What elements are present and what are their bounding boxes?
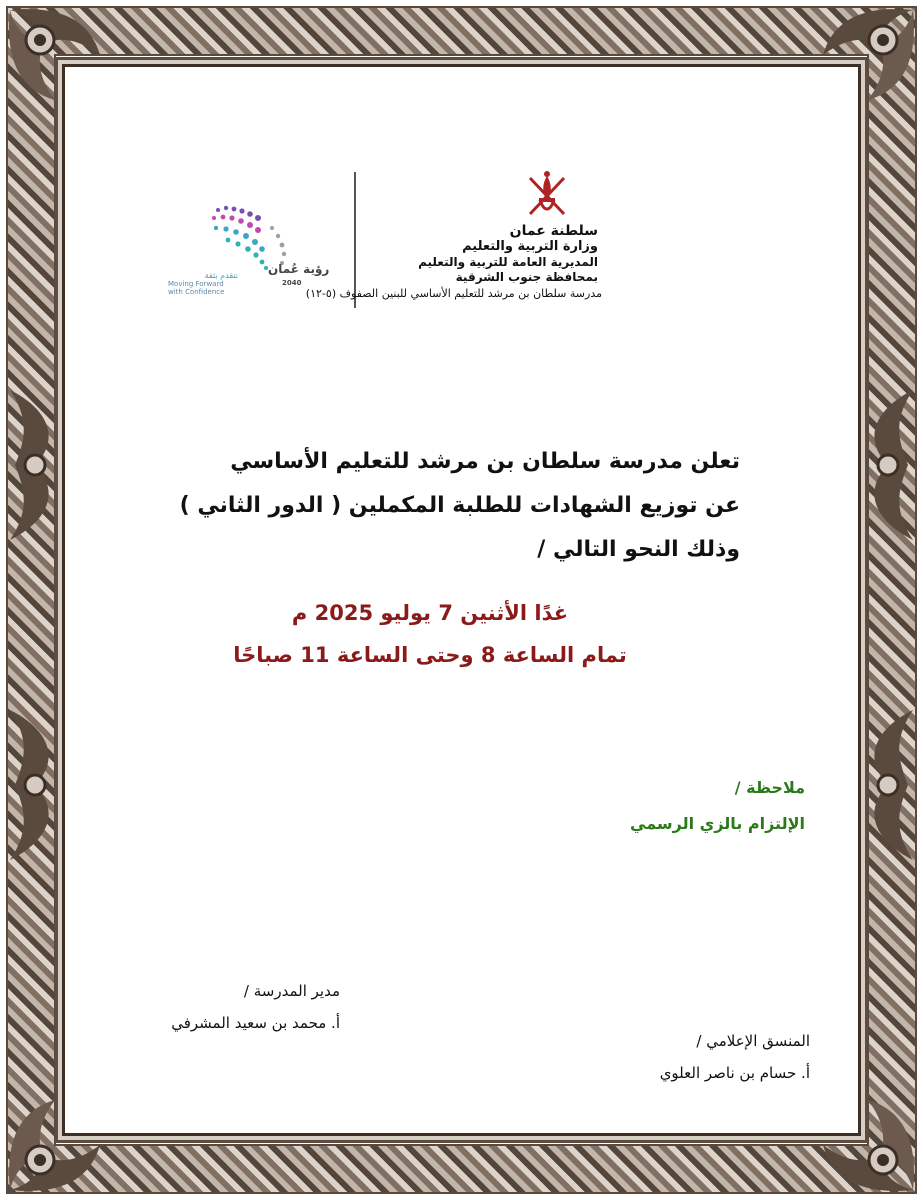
side-ornament-icon	[0, 700, 70, 870]
side-ornament-icon	[853, 700, 923, 870]
announcement-line-3: وذلك النحو التالي /	[537, 537, 740, 562]
ministry-name: وزارة التربية والتعليم	[462, 239, 598, 254]
schedule-time: تمام الساعة 8 وحتى الساعة 11 صباحًا	[233, 643, 627, 667]
letterhead	[0, 0, 923, 330]
country-name: سلطنة عمان	[509, 223, 598, 239]
governorate-name: بمحافظة جنوب الشرقية	[455, 270, 598, 284]
announcement-line-2: عن توزيع الشهادات للطلبة المكملين ( الدور الثاني )	[179, 493, 740, 518]
tagline-english-1: Moving Forward	[168, 280, 224, 288]
vision-name: رؤية عُمان	[268, 262, 330, 276]
oman-khanjar-emblem-icon	[522, 170, 572, 225]
schedule-date: غدًا الأثنين 7 يوليو 2025 م	[291, 601, 569, 625]
coordinator-name: أ. حسام بن ناصر العلوي	[659, 1064, 810, 1082]
coordinator-title: المنسق الإعلامي /	[696, 1032, 810, 1050]
announcement-text	[150, 440, 740, 572]
schedule-block	[180, 592, 680, 676]
tagline-arabic: نتقدم بثقة	[204, 271, 238, 280]
principal-signature	[110, 975, 340, 1039]
school-name: مدرسة سلطان بن مرشد للتعليم الأساسي للبنين الصفوف (٥-١٢)	[305, 287, 602, 300]
note-text: الإلتزام بالزي الرسمي	[630, 814, 805, 833]
directorate-name: المديرية العامة للتربية والتعليم	[418, 255, 598, 269]
side-ornament-icon	[0, 380, 70, 550]
note-label: ملاحظة /	[734, 778, 805, 797]
principal-name: أ. محمد بن سعيد المشرفي	[171, 1014, 340, 1032]
side-ornament-icon	[853, 380, 923, 550]
tagline-english-2: with Confidence	[168, 288, 225, 296]
announcement-line-1: تعلن مدرسة سلطان بن مرشد للتعليم الأساسي	[230, 449, 740, 474]
note-block	[505, 770, 805, 842]
vision-year: 2040	[282, 279, 302, 287]
principal-title: مدير المدرسة /	[243, 982, 340, 1000]
vision-tagline	[168, 272, 238, 296]
coordinator-signature	[540, 1025, 810, 1089]
